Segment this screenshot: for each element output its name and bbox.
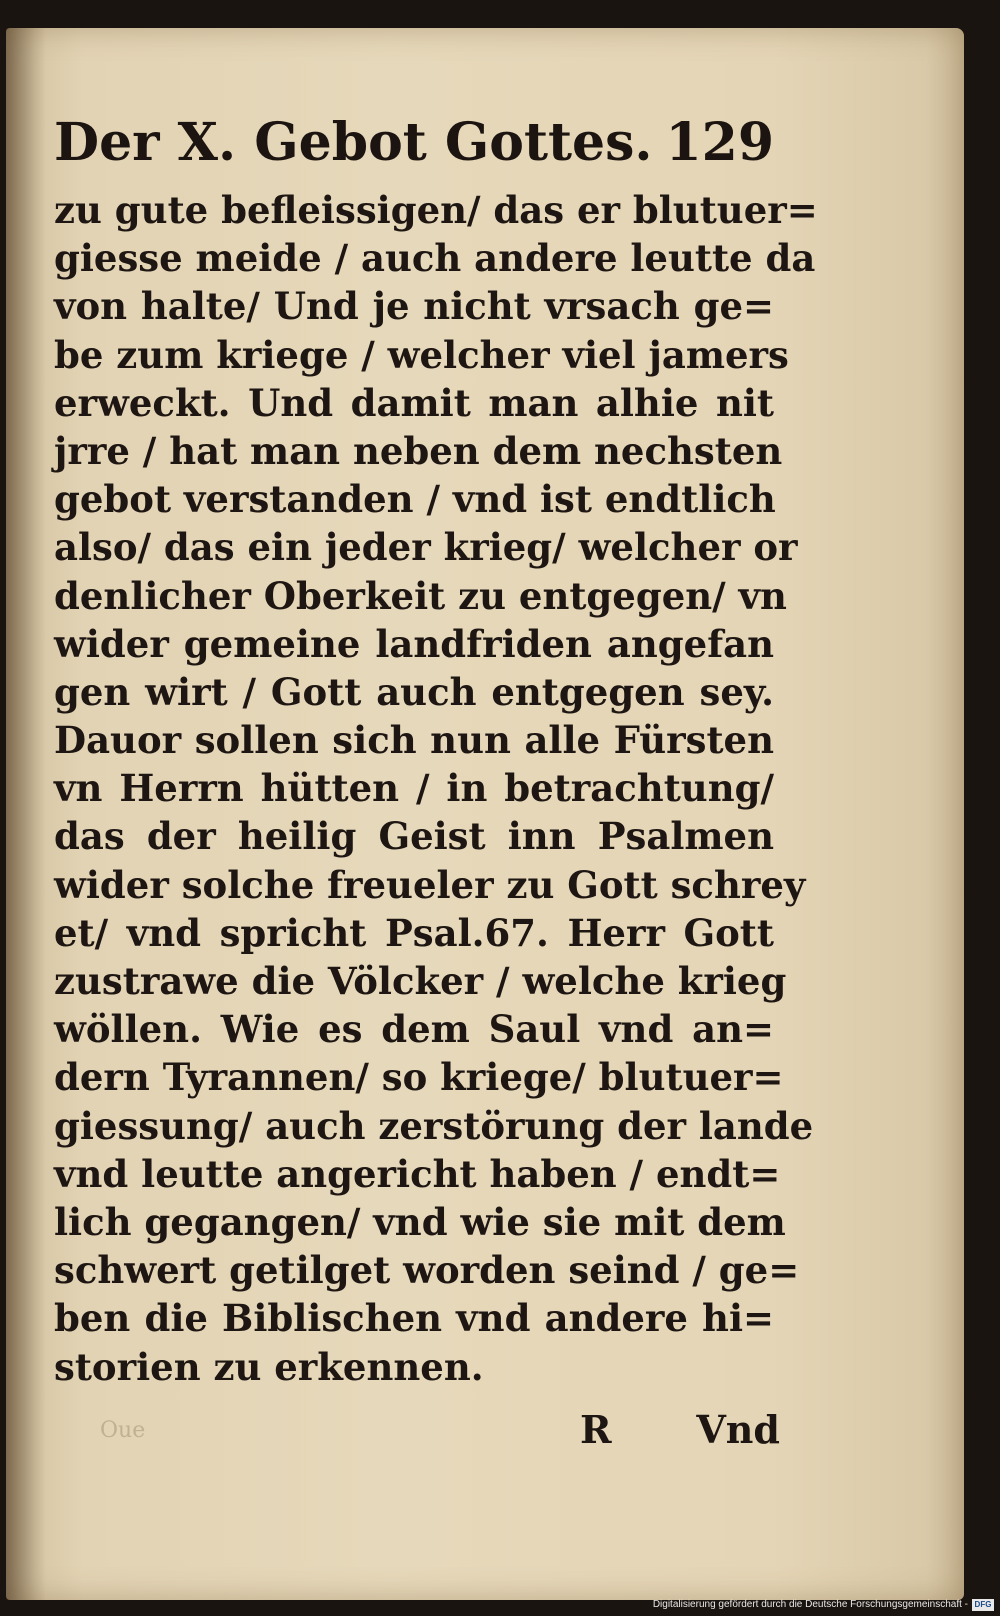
page-number: 129 bbox=[665, 112, 774, 173]
text-line: dern Tyrannen/ so kriege/ blutuer= bbox=[54, 1055, 784, 1100]
signature-mark: R bbox=[580, 1407, 612, 1452]
text-line: von halte/ Und je nicht vrsach ge= bbox=[54, 284, 774, 329]
text-line: zustrawe die Völcker / welche krieg bbox=[54, 959, 787, 1003]
text-line: Dauor sollen sich nun alle Fürsten bbox=[54, 718, 774, 763]
text-line: giessung/ auch zerstörung der lande bbox=[54, 1103, 814, 1148]
text-line: zu gute befleissigen/ das er blutuer= bbox=[54, 188, 818, 232]
text-line: schwert getilget worden seind / ge= bbox=[54, 1248, 800, 1293]
text-line: das der heilig Geist inn Psalmen bbox=[54, 814, 774, 859]
text-line: be zum kriege / welcher viel jamers bbox=[54, 332, 789, 377]
show-through-text: Oue bbox=[100, 1418, 146, 1443]
spine-shadow bbox=[6, 28, 46, 1600]
text-line: also/ das ein jeder krieg/ welcher or bbox=[54, 525, 798, 570]
credit-text: Digitalisierung gefördert durch die Deutsche Forschungsgemeinschaft - bbox=[652, 1599, 968, 1610]
body-text bbox=[54, 186, 818, 1391]
text-line: wider solche freueler zu Gott schrey bbox=[54, 862, 806, 907]
text-line: storien zu erkennen. bbox=[54, 1344, 484, 1389]
text-line: erweckt. Und damit man alhie nit bbox=[54, 380, 774, 425]
text-line: lich gegangen/ vnd wie sie mit dem bbox=[54, 1199, 786, 1244]
text-line: vn Herrn hütten / in betrachtung/ bbox=[54, 766, 774, 811]
text-line: gen wirt / Gott auch entgegen sey. bbox=[54, 669, 774, 714]
text-line: et/ vnd spricht Psal.67. Herr Gott bbox=[54, 910, 774, 955]
text-line: giesse meide / auch andere leutte da bbox=[54, 236, 816, 281]
dfg-logo: DFG bbox=[972, 1599, 994, 1611]
text-line: gebot verstanden / vnd ist endtlich bbox=[54, 477, 776, 522]
text-line: vnd leutte angericht haben / endt= bbox=[54, 1151, 781, 1196]
catchword: Vnd bbox=[696, 1407, 780, 1452]
running-title: Der X. Gebot Gottes. bbox=[54, 112, 653, 173]
text-line: ben die Biblischen vnd andere hi= bbox=[54, 1296, 774, 1341]
text-line: jrre / hat man neben dem nechsten bbox=[54, 428, 783, 473]
catchline bbox=[560, 1400, 780, 1460]
page-header bbox=[54, 108, 774, 178]
text-line: wider gemeine landfriden angefan bbox=[54, 621, 774, 666]
text-line: denlicher Oberkeit zu entgegen/ vn bbox=[54, 573, 787, 618]
text-line: wöllen. Wie es dem Saul vnd an= bbox=[54, 1007, 774, 1052]
digitization-credit bbox=[653, 1598, 994, 1612]
